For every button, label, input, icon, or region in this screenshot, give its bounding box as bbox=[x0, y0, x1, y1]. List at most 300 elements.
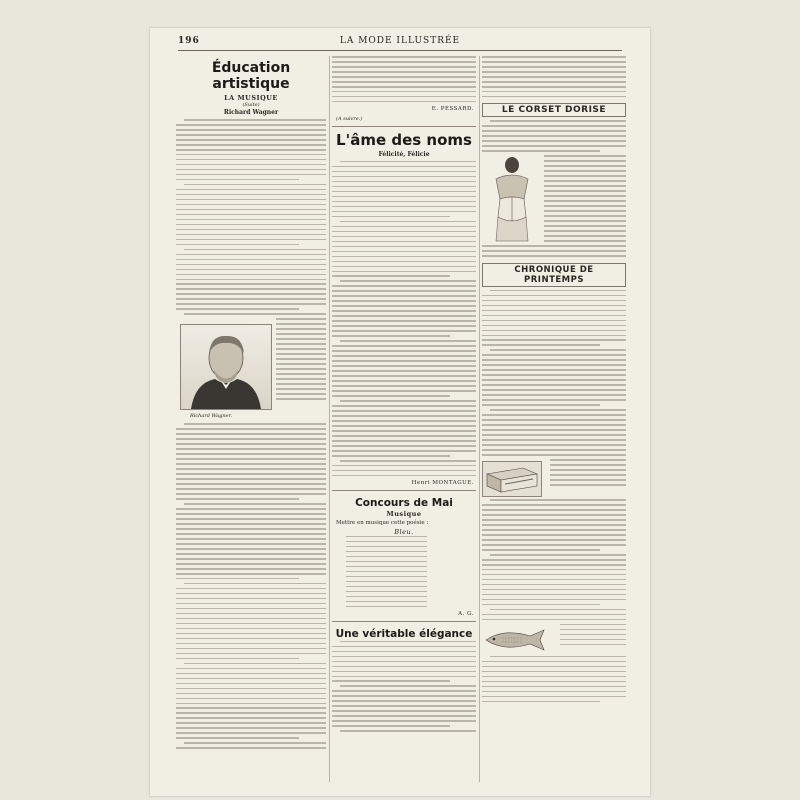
text-line bbox=[332, 231, 476, 233]
text-line bbox=[332, 455, 450, 457]
text-line bbox=[276, 318, 326, 320]
text-line bbox=[176, 288, 326, 290]
corset-figure bbox=[482, 155, 540, 243]
text-line bbox=[482, 145, 626, 147]
text-line bbox=[176, 463, 326, 465]
text-line bbox=[332, 710, 476, 712]
article-body-continued bbox=[176, 423, 326, 749]
text-line bbox=[482, 524, 626, 526]
text-line bbox=[176, 533, 326, 535]
text-line bbox=[332, 345, 476, 347]
text-line bbox=[176, 254, 326, 256]
text-line bbox=[482, 414, 626, 416]
text-line bbox=[332, 211, 476, 213]
product-box-block bbox=[482, 459, 626, 499]
text-line bbox=[176, 438, 326, 440]
text-line bbox=[332, 470, 476, 472]
text-line bbox=[482, 135, 626, 137]
poem-body bbox=[346, 536, 476, 607]
text-line bbox=[482, 339, 626, 341]
text-line bbox=[332, 450, 476, 452]
text-line bbox=[482, 509, 626, 511]
wrapped-text bbox=[544, 155, 626, 245]
text-line bbox=[176, 478, 326, 480]
text-line bbox=[176, 209, 326, 211]
text-line bbox=[176, 588, 326, 590]
text-line bbox=[332, 690, 476, 692]
text-line bbox=[184, 663, 326, 665]
text-line bbox=[544, 155, 626, 157]
text-line bbox=[332, 236, 476, 238]
text-line bbox=[176, 293, 326, 295]
text-line bbox=[176, 279, 326, 281]
text-line bbox=[544, 160, 626, 162]
text-line bbox=[346, 591, 427, 593]
text-line bbox=[332, 695, 476, 697]
article-intro: Mettre en musique cette poésie : bbox=[336, 519, 429, 526]
text-line bbox=[176, 727, 326, 729]
article-signature: A. G. bbox=[458, 610, 474, 617]
text-line bbox=[176, 628, 326, 630]
text-line bbox=[482, 369, 626, 371]
article-byline: Richard Wagner bbox=[223, 109, 279, 116]
text-line bbox=[176, 264, 326, 266]
text-line bbox=[490, 656, 626, 658]
article-title: Éducation artistique bbox=[211, 60, 291, 92]
text-line bbox=[482, 544, 626, 546]
continued-text bbox=[332, 56, 476, 102]
text-line bbox=[176, 229, 326, 231]
text-line bbox=[276, 323, 326, 325]
text-line bbox=[176, 259, 326, 261]
text-line bbox=[482, 564, 626, 566]
text-line bbox=[176, 468, 326, 470]
text-line bbox=[332, 285, 476, 287]
text-line bbox=[332, 246, 476, 248]
text-line bbox=[346, 561, 427, 563]
text-line bbox=[332, 201, 476, 203]
text-line bbox=[332, 71, 476, 73]
product-box-illustration bbox=[482, 461, 542, 497]
text-line bbox=[346, 601, 427, 603]
text-line bbox=[550, 464, 626, 466]
text-line bbox=[482, 140, 626, 142]
text-line bbox=[544, 185, 626, 187]
text-line bbox=[332, 275, 450, 277]
running-header bbox=[178, 36, 622, 50]
text-line bbox=[332, 410, 476, 412]
text-line bbox=[482, 424, 626, 426]
text-line bbox=[332, 440, 476, 442]
text-line bbox=[482, 604, 600, 606]
text-line bbox=[176, 543, 326, 545]
text-line bbox=[176, 239, 326, 241]
text-line bbox=[346, 596, 427, 598]
text-line bbox=[482, 250, 626, 252]
article-body bbox=[482, 290, 626, 456]
text-line bbox=[332, 261, 476, 263]
article-body-continued bbox=[482, 245, 626, 257]
text-line bbox=[332, 206, 476, 208]
text-line bbox=[176, 553, 326, 555]
text-line bbox=[176, 164, 326, 166]
text-line bbox=[482, 579, 626, 581]
text-line bbox=[176, 199, 326, 201]
text-line bbox=[332, 61, 476, 63]
text-line bbox=[482, 315, 626, 317]
text-line bbox=[332, 226, 476, 228]
text-line bbox=[550, 484, 626, 486]
text-line bbox=[184, 184, 326, 186]
text-line bbox=[340, 161, 476, 163]
portrait-caption: Richard Wagner. bbox=[190, 413, 233, 420]
to-be-continued-note: (A suivre.) bbox=[336, 115, 363, 122]
text-line bbox=[332, 415, 476, 417]
text-line bbox=[332, 425, 476, 427]
text-line bbox=[340, 730, 476, 732]
text-line bbox=[176, 134, 326, 136]
text-line bbox=[176, 633, 326, 635]
text-line bbox=[332, 241, 476, 243]
text-line bbox=[176, 129, 326, 131]
text-line bbox=[560, 644, 626, 646]
text-line bbox=[176, 269, 326, 271]
text-line bbox=[176, 693, 326, 695]
text-line bbox=[544, 180, 626, 182]
text-line bbox=[176, 174, 326, 176]
text-line bbox=[332, 465, 476, 467]
text-line bbox=[332, 646, 476, 648]
text-line bbox=[544, 195, 626, 197]
text-line bbox=[490, 409, 626, 411]
text-line bbox=[176, 548, 326, 550]
text-line bbox=[482, 681, 626, 683]
wrapped-text bbox=[276, 318, 326, 423]
text-line bbox=[332, 325, 476, 327]
text-line bbox=[276, 378, 326, 380]
text-line bbox=[276, 343, 326, 345]
text-line bbox=[482, 696, 626, 698]
text-line bbox=[482, 559, 626, 561]
text-line bbox=[176, 688, 326, 690]
text-line bbox=[176, 443, 326, 445]
text-line bbox=[184, 742, 326, 744]
text-line bbox=[482, 359, 626, 361]
text-line bbox=[176, 523, 326, 525]
text-line bbox=[490, 290, 626, 292]
text-line bbox=[276, 328, 326, 330]
text-line bbox=[176, 558, 326, 560]
text-line bbox=[332, 720, 476, 722]
section-divider bbox=[332, 621, 476, 622]
text-line bbox=[560, 629, 626, 631]
text-line bbox=[332, 186, 476, 188]
text-line bbox=[482, 574, 626, 576]
text-line bbox=[176, 737, 299, 739]
text-line bbox=[482, 66, 626, 68]
text-line bbox=[184, 249, 326, 251]
text-line bbox=[176, 613, 326, 615]
text-line bbox=[176, 458, 326, 460]
text-line bbox=[332, 676, 476, 678]
portrait-block bbox=[176, 318, 326, 423]
text-line bbox=[332, 390, 476, 392]
text-line bbox=[176, 518, 326, 520]
text-line bbox=[176, 298, 326, 300]
text-line bbox=[176, 623, 326, 625]
text-line bbox=[276, 383, 326, 385]
text-line bbox=[276, 338, 326, 340]
text-line bbox=[276, 368, 326, 370]
text-line bbox=[482, 529, 626, 531]
text-line bbox=[482, 310, 626, 312]
magazine-page bbox=[150, 28, 650, 796]
text-line bbox=[176, 618, 326, 620]
text-line bbox=[550, 459, 626, 461]
article-body-continued bbox=[482, 656, 626, 702]
text-line bbox=[544, 220, 626, 222]
section-heading-box bbox=[482, 263, 626, 287]
article-title: Concours de Mai bbox=[355, 496, 453, 509]
text-line bbox=[176, 643, 326, 645]
text-line bbox=[176, 648, 326, 650]
text-line bbox=[176, 508, 326, 510]
corset-illustration bbox=[482, 155, 540, 243]
text-line bbox=[176, 244, 299, 246]
text-line bbox=[482, 514, 626, 516]
text-line bbox=[332, 56, 476, 58]
text-line bbox=[482, 91, 626, 93]
text-line bbox=[176, 538, 326, 540]
text-line bbox=[482, 434, 626, 436]
text-line bbox=[490, 349, 626, 351]
text-line bbox=[176, 528, 326, 530]
text-line bbox=[332, 715, 476, 717]
text-line bbox=[176, 578, 299, 580]
text-line bbox=[482, 96, 626, 98]
text-line bbox=[176, 159, 326, 161]
text-line bbox=[176, 513, 326, 515]
text-line bbox=[482, 305, 626, 307]
text-line bbox=[276, 348, 326, 350]
text-line bbox=[482, 519, 626, 521]
text-line bbox=[332, 66, 476, 68]
article-signature: Henri MONTAGUE. bbox=[411, 479, 474, 486]
text-line bbox=[340, 641, 476, 643]
article-body-continued bbox=[482, 499, 626, 620]
text-line bbox=[482, 534, 626, 536]
text-line bbox=[276, 398, 326, 400]
header-rule bbox=[178, 50, 622, 51]
text-line bbox=[544, 230, 626, 232]
text-line bbox=[332, 290, 476, 292]
text-line bbox=[482, 330, 626, 332]
text-line bbox=[176, 703, 326, 705]
text-line bbox=[332, 705, 476, 707]
text-line bbox=[176, 598, 326, 600]
text-line bbox=[332, 395, 450, 397]
text-line bbox=[340, 221, 476, 223]
text-line bbox=[332, 435, 476, 437]
text-line bbox=[184, 423, 326, 425]
text-line bbox=[332, 181, 476, 183]
text-line bbox=[332, 86, 476, 88]
text-line bbox=[276, 353, 326, 355]
text-line bbox=[332, 101, 476, 103]
text-line bbox=[332, 171, 476, 173]
text-line bbox=[482, 384, 626, 386]
text-line bbox=[482, 300, 626, 302]
text-line bbox=[482, 245, 626, 247]
corset-block bbox=[482, 155, 626, 245]
fish-drawing bbox=[482, 626, 552, 654]
text-line bbox=[340, 460, 476, 462]
text-line bbox=[176, 154, 326, 156]
text-line bbox=[332, 251, 476, 253]
section-divider bbox=[332, 126, 476, 127]
text-line bbox=[482, 86, 626, 88]
text-line bbox=[176, 732, 326, 734]
text-line bbox=[332, 405, 476, 407]
text-line bbox=[176, 568, 326, 570]
article-subtitle-note: (Suite) bbox=[242, 102, 260, 108]
article-title: Une véritable élégance bbox=[335, 627, 473, 640]
text-line bbox=[482, 589, 626, 591]
text-line bbox=[482, 320, 626, 322]
text-line bbox=[332, 300, 476, 302]
text-line bbox=[332, 365, 476, 367]
article-signature: E. PESSARD. bbox=[431, 105, 474, 112]
text-line bbox=[184, 119, 326, 121]
text-line bbox=[332, 661, 476, 663]
text-line bbox=[176, 603, 326, 605]
text-line bbox=[276, 333, 326, 335]
text-line bbox=[482, 150, 600, 152]
text-line bbox=[490, 609, 626, 611]
text-line bbox=[176, 204, 326, 206]
text-line bbox=[482, 449, 626, 451]
text-line bbox=[482, 619, 626, 621]
text-line bbox=[482, 584, 626, 586]
text-line bbox=[482, 295, 626, 297]
text-line bbox=[332, 671, 476, 673]
text-line bbox=[332, 216, 450, 218]
text-line bbox=[332, 360, 476, 362]
text-line bbox=[176, 573, 326, 575]
text-line bbox=[560, 639, 626, 641]
text-line bbox=[176, 219, 326, 221]
text-line bbox=[482, 335, 626, 337]
text-line bbox=[490, 120, 626, 122]
text-line bbox=[332, 475, 476, 477]
text-line bbox=[560, 624, 626, 626]
text-line bbox=[176, 189, 326, 191]
text-line bbox=[544, 240, 626, 242]
poem-title: Bleu. bbox=[394, 527, 414, 536]
text-line bbox=[482, 56, 626, 58]
text-line bbox=[176, 169, 326, 171]
text-line bbox=[176, 653, 326, 655]
text-line bbox=[544, 215, 626, 217]
text-line bbox=[332, 81, 476, 83]
article-body bbox=[176, 119, 326, 315]
text-line bbox=[482, 404, 600, 406]
text-line bbox=[482, 394, 626, 396]
text-line bbox=[176, 144, 326, 146]
text-line bbox=[332, 370, 476, 372]
portrait-image bbox=[180, 324, 272, 410]
section-heading: CHRONIQUE DE PRINTEMPS bbox=[514, 264, 594, 285]
text-line bbox=[176, 308, 299, 310]
column-divider bbox=[479, 56, 480, 782]
text-line bbox=[332, 385, 476, 387]
text-line bbox=[176, 234, 326, 236]
text-line bbox=[176, 712, 326, 714]
text-line bbox=[346, 566, 427, 568]
text-line bbox=[176, 194, 326, 196]
text-line bbox=[332, 295, 476, 297]
text-line bbox=[332, 335, 450, 337]
text-line bbox=[332, 305, 476, 307]
text-line bbox=[332, 700, 476, 702]
text-line bbox=[346, 576, 427, 578]
text-line bbox=[176, 722, 326, 724]
text-line bbox=[176, 608, 326, 610]
text-line bbox=[544, 165, 626, 167]
text-line bbox=[482, 666, 626, 668]
article-subtitle: Félicité, Félicie bbox=[378, 150, 430, 158]
text-line bbox=[482, 125, 626, 127]
text-line bbox=[332, 271, 476, 273]
text-line bbox=[482, 594, 626, 596]
text-line bbox=[550, 469, 626, 471]
text-line bbox=[346, 556, 427, 558]
text-line bbox=[332, 380, 476, 382]
text-line bbox=[176, 303, 326, 305]
publication-title: LA MODE ILLUSTRÉE bbox=[339, 36, 461, 46]
text-line bbox=[176, 473, 326, 475]
text-line bbox=[346, 606, 427, 608]
text-line bbox=[346, 551, 427, 553]
text-line bbox=[176, 593, 326, 595]
product-box-drawing bbox=[483, 462, 541, 496]
column-3 bbox=[482, 56, 626, 786]
text-line bbox=[176, 673, 326, 675]
text-line bbox=[544, 225, 626, 227]
text-line bbox=[176, 683, 326, 685]
text-line bbox=[482, 81, 626, 83]
text-line bbox=[276, 373, 326, 375]
text-line bbox=[482, 614, 626, 616]
text-line bbox=[560, 634, 626, 636]
text-line bbox=[482, 539, 626, 541]
text-line bbox=[482, 549, 600, 551]
text-line bbox=[176, 214, 326, 216]
text-line bbox=[482, 419, 626, 421]
text-line bbox=[332, 355, 476, 357]
article-subtitle: LA MUSIQUE bbox=[224, 94, 278, 102]
text-line bbox=[482, 701, 600, 703]
text-line bbox=[482, 354, 626, 356]
text-line bbox=[184, 503, 326, 505]
text-line bbox=[482, 504, 626, 506]
text-line bbox=[332, 315, 476, 317]
text-line bbox=[550, 479, 626, 481]
text-line bbox=[176, 638, 326, 640]
text-line bbox=[490, 554, 626, 556]
text-line bbox=[332, 196, 476, 198]
text-line bbox=[332, 656, 476, 658]
